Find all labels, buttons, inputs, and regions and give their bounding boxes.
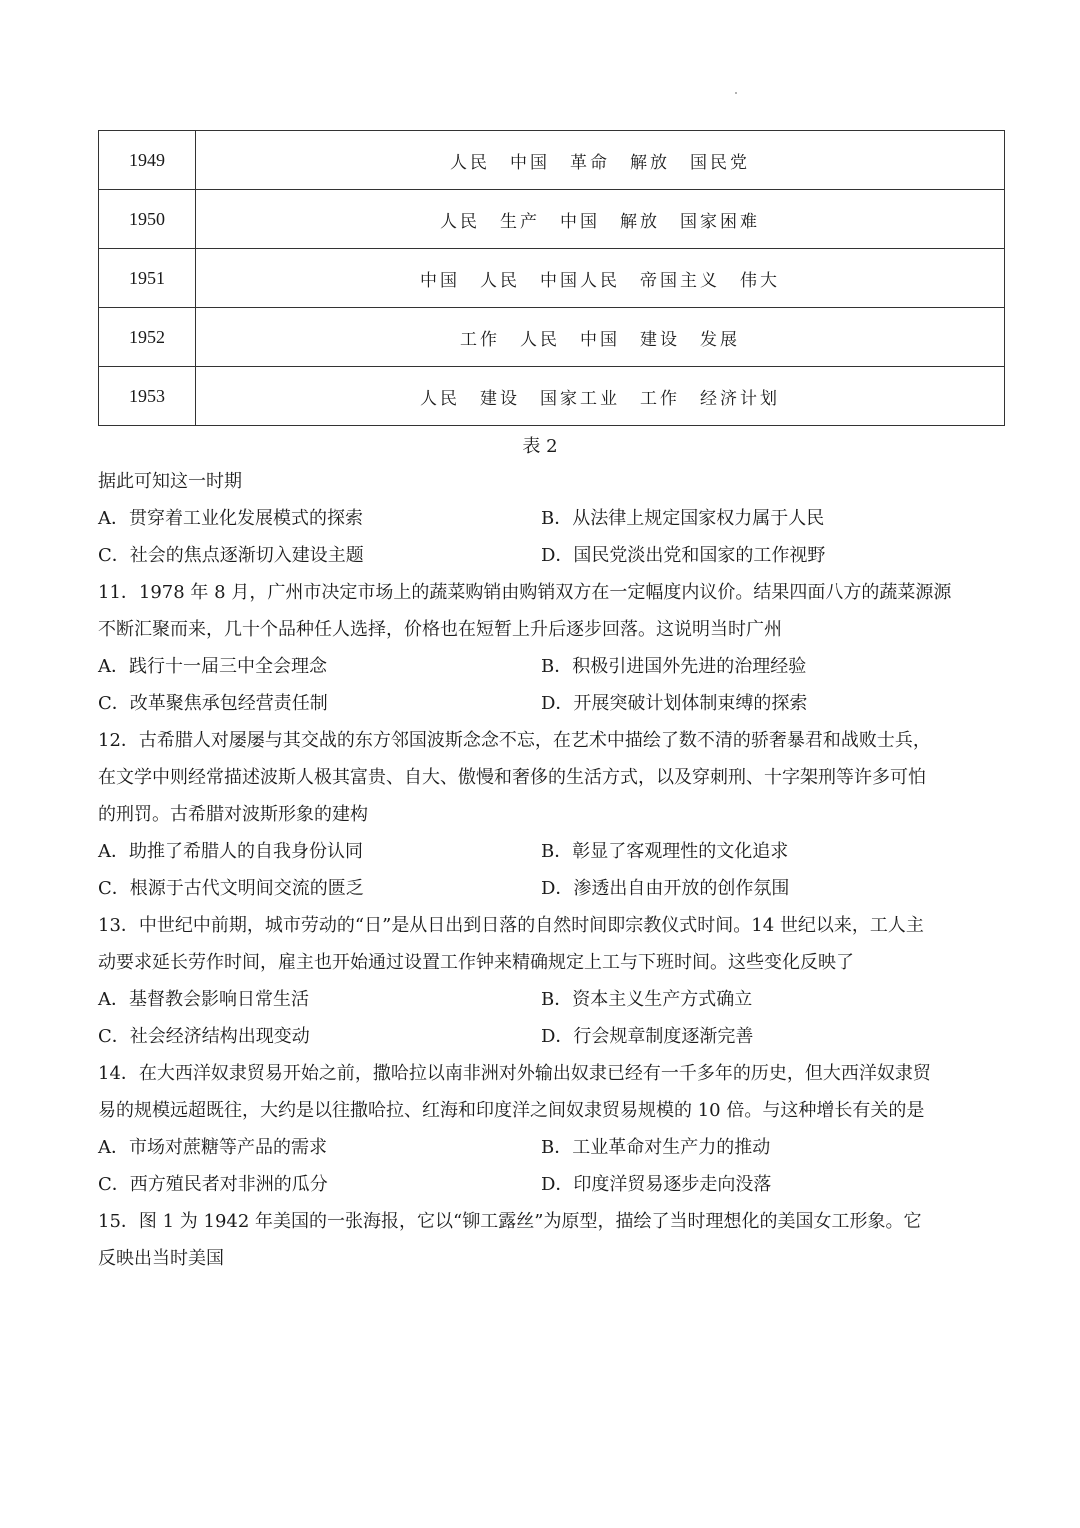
keywords-cell: 中国 人民 中国人民 帝国主义 伟大 <box>196 249 1005 308</box>
option-d: D．国民党淡出党和国家的工作视野 <box>541 545 826 566</box>
option-c: C．社会经济结构出现变动 <box>98 1026 310 1047</box>
year-cell: 1949 <box>99 131 196 190</box>
question-stem-line: 11．1978 年 8 月，广州市决定市场上的蔬菜购销由购销双方在一定幅度内议价。结果四面八方的蔬菜源源 <box>98 582 952 603</box>
question-stem: 据此可知这一时期 <box>98 471 242 492</box>
question-13 <box>98 907 988 1055</box>
table-caption: 表 2 <box>522 436 558 457</box>
option-d: D．印度洋贸易逐步走向没落 <box>541 1174 772 1195</box>
question-10 <box>98 463 988 574</box>
table-row <box>99 249 1005 308</box>
option-c: C．西方殖民者对非洲的瓜分 <box>98 1174 328 1195</box>
option-row <box>98 1129 988 1166</box>
option-c: C．改革聚焦承包经营责任制 <box>98 693 328 714</box>
option-b: B．资本主义生产方式确立 <box>541 989 753 1010</box>
option-b: B．积极引进国外先进的治理经验 <box>541 656 807 677</box>
option-c: C．根源于古代文明间交流的匮乏 <box>98 878 364 899</box>
option-row <box>98 870 988 907</box>
year-cell: 1952 <box>99 308 196 367</box>
option-b: B．从法律上规定国家权力属于人民 <box>541 508 825 529</box>
question-stem-line: 不断汇聚而来，几十个品种任人选择，价格也在短暂上升后逐步回落。这说明当时广州 <box>98 619 782 640</box>
option-d: D．渗透出自由开放的创作氛围 <box>541 878 790 899</box>
option-a: A．贯穿着工业化发展模式的探索 <box>98 508 363 529</box>
option-row <box>98 537 988 574</box>
option-a: A．基督教会影响日常生活 <box>98 989 309 1010</box>
keywords-cell: 人民 建设 国家工业 工作 经济计划 <box>196 367 1005 426</box>
question-stem-line: 的刑罚。古希腊对波斯形象的建构 <box>98 804 368 825</box>
option-row <box>98 833 988 870</box>
question-stem-line: 易的规模远超既往，大约是以往撒哈拉、红海和印度洋之间奴隶贸易规模的 10 倍。与这种增长有关的是 <box>98 1100 925 1121</box>
question-15 <box>98 1203 988 1277</box>
option-a: A．助推了希腊人的自我身份认同 <box>98 841 363 862</box>
question-stem-line: 13．中世纪中前期，城市劳动的“日”是从日出到日落的自然时间即宗教仪式时间。14 世纪以来，工人主 <box>98 915 924 936</box>
question-stem-line: 动要求延长劳作时间，雇主也开始通过设置工作钟来精确规定上工与下班时间。这些变化反映了 <box>98 952 854 973</box>
option-row <box>98 1166 988 1203</box>
question-12 <box>98 722 988 907</box>
keywords-cell: 人民 生产 中国 解放 国家困难 <box>196 190 1005 249</box>
question-stem-line: 12．古希腊人对屡屡与其交战的东方邻国波斯念念不忘，在艺术中描绘了数不清的骄奢暴君和战败士兵， <box>98 730 931 751</box>
question-stem-line: 15．图 1 为 1942 年美国的一张海报，它以“铆工露丝”为原型，描绘了当时理想化的美国女工形象。它 <box>98 1211 922 1232</box>
option-a: A．践行十一届三中全会理念 <box>98 656 327 677</box>
keywords-cell: 工作 人民 中国 建设 发展 <box>196 308 1005 367</box>
option-row <box>98 981 988 1018</box>
table-row <box>99 131 1005 190</box>
option-c: C．社会的焦点逐渐切入建设主题 <box>98 545 364 566</box>
option-row <box>98 500 988 537</box>
option-d: D．开展突破计划体制束缚的探索 <box>541 693 808 714</box>
questions <box>98 463 988 1277</box>
option-b: B．彰显了客观理性的文化追求 <box>541 841 789 862</box>
table-row <box>99 308 1005 367</box>
keywords-cell: 人民 中国 革命 解放 国民党 <box>196 131 1005 190</box>
year-cell: 1953 <box>99 367 196 426</box>
table-row <box>99 190 1005 249</box>
option-b: B．工业革命对生产力的推动 <box>541 1137 771 1158</box>
year-cell: 1951 <box>99 249 196 308</box>
table-row <box>99 367 1005 426</box>
question-stem-line: 反映出当时美国 <box>98 1248 224 1269</box>
scan-dot <box>735 92 737 94</box>
option-d: D．行会规章制度逐渐完善 <box>541 1026 754 1047</box>
year-cell: 1950 <box>99 190 196 249</box>
option-a: A．市场对蔗糖等产品的需求 <box>98 1137 327 1158</box>
question-11 <box>98 574 988 722</box>
question-stem-line: 14．在大西洋奴隶贸易开始之前，撒哈拉以南非洲对外输出奴隶已经有一千多年的历史，但大西洋奴隶贸 <box>98 1063 931 1084</box>
option-row <box>98 648 988 685</box>
option-row <box>98 1018 988 1055</box>
question-14 <box>98 1055 988 1203</box>
keywords-table <box>98 130 1005 426</box>
question-stem-line: 在文学中则经常描述波斯人极其富贵、自大、傲慢和奢侈的生活方式，以及穿刺刑、十字架刑等许多可怕 <box>98 767 926 788</box>
option-row <box>98 685 988 722</box>
